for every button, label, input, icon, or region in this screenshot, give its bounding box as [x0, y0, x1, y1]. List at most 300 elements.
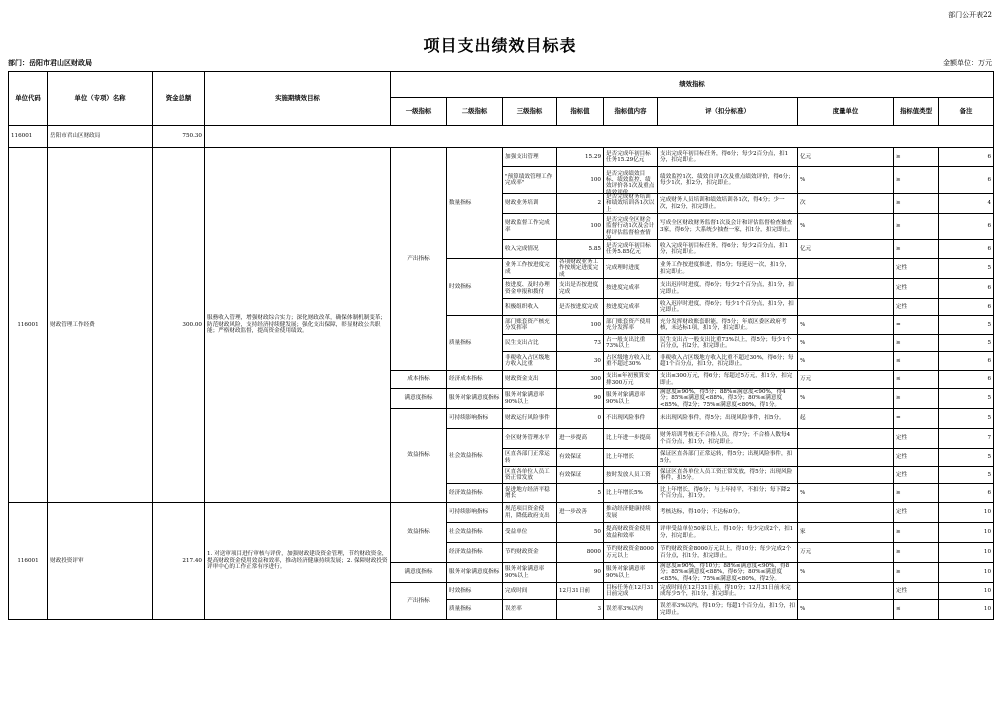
scoring-standard-text: 未出现风险事件，得5分；出现风险事件，扣5分。 [660, 415, 785, 422]
level1-indicator-text: 效益指标 [407, 529, 430, 536]
indicator-content [604, 371, 658, 389]
scoring-standard [658, 503, 798, 523]
indicator-content [604, 316, 658, 335]
measure-unit [798, 259, 894, 279]
indicator-value-text: 15.29 [584, 153, 601, 160]
indicator-value-text: 100 [590, 176, 601, 183]
header-level3: 三级指标 [503, 98, 557, 126]
remark-text: 5 [987, 339, 992, 346]
indicator-content [604, 484, 658, 503]
indicator-content-text: 比上年进一步提高 [606, 435, 651, 442]
header-level2: 二级指标 [447, 98, 503, 126]
project-code [9, 148, 48, 503]
level2-indicator [447, 389, 503, 409]
level1-indicator [391, 563, 447, 583]
indicator-type-text: ≥ [896, 153, 901, 160]
level3-indicator-text: 部门账套资产核充分发挥率 [505, 318, 550, 331]
measure-unit [798, 299, 894, 316]
indicator-content-text: 提高财政资金使用效益和效率 [606, 526, 651, 539]
indicator-type [894, 371, 939, 389]
level3-indicator-text: 业务工作按进度完成 [505, 262, 550, 275]
indicator-content-text: 节约财政资金8000万元以上 [606, 546, 654, 559]
level3-indicator [503, 240, 557, 259]
level3-indicator [503, 583, 557, 600]
indicator-value [557, 523, 604, 543]
level3-indicator [503, 449, 557, 467]
level2-indicator-text: 质量指标 [449, 339, 472, 346]
indicator-value [557, 194, 604, 214]
scoring-standard [658, 484, 798, 503]
indicator-row [9, 503, 994, 523]
indicator-type-text: ≥ [896, 395, 901, 402]
indicator-type-text: ≥ [896, 489, 901, 496]
indicator-content [604, 167, 658, 194]
indicator-value-text: 0 [597, 415, 601, 422]
level3-indicator-text: 财政资金支出 [505, 376, 539, 383]
measure-unit [798, 484, 894, 503]
indicator-content [604, 279, 658, 299]
measure-unit [798, 503, 894, 523]
indicator-content-text: 是否完成财务培训和绩效培训各1次以上 [606, 194, 655, 213]
remark-text: 6 [987, 357, 992, 364]
indicator-content [604, 299, 658, 316]
remark [939, 148, 994, 167]
indicator-type [894, 583, 939, 600]
level2-indicator-text: 社会效益指标 [449, 529, 483, 536]
indicator-content-text: 占一般支出比重73%以上 [606, 336, 646, 349]
project-name-text: 财政投资评审 [50, 557, 84, 564]
level3-indicator-text: 完成时间 [505, 587, 528, 594]
amount-unit-label: 金额单位：万元 [943, 59, 992, 67]
indicator-type-text: ≥ [896, 176, 901, 183]
level1-indicator-text: 满意度指标 [404, 569, 433, 576]
remark-text: 5 [987, 265, 992, 272]
remark [939, 299, 994, 316]
level3-indicator-text: 积极组织收入 [505, 303, 539, 310]
indicator-content-text: 服务对象满意率90%以上 [606, 566, 646, 579]
measure-unit [798, 335, 894, 352]
measure-unit [798, 467, 894, 484]
remark [939, 484, 994, 503]
indicator-value-text: 是否按进度完成 [559, 303, 599, 310]
indicator-value [557, 299, 604, 316]
measure-unit [798, 371, 894, 389]
indicator-content-text: 比上年增长 [606, 454, 634, 461]
remark [939, 240, 994, 259]
indicator-content [604, 583, 658, 600]
remark-text: 10 [983, 569, 992, 576]
indicator-type-text: ≥ [896, 569, 901, 576]
indicator-type-text: 定性 [896, 435, 908, 442]
indicator-content [604, 194, 658, 214]
indicator-content [604, 240, 658, 259]
header-perf-indicator: 绩效指标 [391, 72, 994, 98]
indicator-value-text: 有效保证 [559, 471, 582, 478]
department-label: 部门：岳阳市君山区财政局 [8, 58, 92, 67]
measure-unit [798, 523, 894, 543]
header-remark: 备注 [939, 98, 994, 126]
header-level1: 一级指标 [391, 98, 447, 126]
remark-text: 6 [987, 489, 992, 496]
level3-indicator-text: 受益单位 [505, 529, 528, 536]
header-unit-name: 单位（专项）名称 [48, 72, 153, 126]
indicator-type [894, 503, 939, 523]
remark [939, 600, 994, 620]
remark [939, 279, 994, 299]
scoring-standard-text: 财务培训考核无不合格人员，得7分；不合格人数每4个百分点，扣1分，扣完即止。 [660, 432, 791, 445]
indicator-type-text: = [896, 321, 901, 328]
indicator-type-text: ≥ [896, 245, 901, 252]
level3-indicator-text: 服务对象满意率90%以上 [505, 566, 545, 579]
indicator-type [894, 299, 939, 316]
remark [939, 194, 994, 214]
scoring-standard-text: 完成时间在12月31日前，得10分；12月31日前未完成每少5个，扣1分，扣完即止。 [660, 584, 791, 597]
measure-unit-text: % [800, 606, 806, 613]
scoring-standard-text: 民生支出占一般支出比重73%以上，得5分；每少1个百分点，扣2分，扣完即止。 [660, 336, 792, 349]
remark-text: 5 [987, 471, 992, 478]
scoring-standard-text: 完成财务人员培训和绩效培训各1次，得4分；少一次，扣2分，扣完即止。 [660, 197, 785, 210]
scoring-standard [658, 316, 798, 335]
level2-indicator [447, 563, 503, 583]
indicator-content [604, 389, 658, 409]
scoring-standard-text: 支出≤300万元，得6分；每超过5万元，扣1分，扣完即止。 [660, 373, 793, 386]
indicator-type-text: ≤ [896, 606, 901, 613]
indicator-value [557, 371, 604, 389]
header-scoring: 评（扣分标准） [658, 98, 798, 126]
indicator-content [604, 523, 658, 543]
indicator-content-text: 按时发放人员工资 [606, 471, 651, 478]
measure-unit [798, 240, 894, 259]
remark [939, 503, 994, 523]
measure-unit [798, 194, 894, 214]
report-number: 部门公开表22 [948, 11, 992, 19]
scoring-standard [658, 467, 798, 484]
indicator-content [604, 503, 658, 523]
level3-indicator-text: 按进度、及时办理资金申报和拨付 [505, 282, 550, 295]
indicator-type [894, 543, 939, 563]
level3-indicator [503, 409, 557, 429]
measure-unit-text: % [800, 321, 806, 328]
indicator-type [894, 449, 939, 467]
indicator-value [557, 316, 604, 335]
header-period-goal: 实施期绩效目标 [205, 72, 391, 126]
indicator-type [894, 194, 939, 214]
measure-unit [798, 600, 894, 620]
remark [939, 259, 994, 279]
level3-indicator-text: 区直各部门正常运转 [505, 451, 550, 464]
indicator-content-text: 是否完成全区财会监督行动1次及会计样评估监督检查情况 [606, 217, 655, 243]
indicator-value [557, 335, 604, 352]
remark [939, 467, 994, 484]
page-title: 项目支出绩效目标表 [423, 36, 577, 55]
level2-indicator-text: 质量指标 [449, 606, 472, 613]
remark [939, 214, 994, 240]
scoring-standard [658, 523, 798, 543]
indicator-value-text: 90 [593, 395, 601, 402]
level1-indicator-text: 产出指标 [407, 597, 430, 604]
indicator-type-text: ≥ [896, 549, 901, 556]
indicator-content [604, 467, 658, 484]
remark-text: 4 [987, 200, 992, 207]
indicator-type-text: ≤ [896, 376, 901, 383]
level1-indicator-text: 产出指标 [407, 255, 430, 262]
measure-unit-text: 万元 [800, 376, 812, 383]
header-unit-code: 单位代码 [9, 72, 48, 126]
indicator-content-text: 完成理时进度 [606, 265, 640, 272]
scoring-standard-text: 业务工作按进度推进，得5分；每延迟一次，扣1分，扣完即止。 [660, 262, 791, 275]
indicator-content [604, 409, 658, 429]
indicator-content-text: 支出≤年初预算安排300万元 [606, 373, 650, 386]
level2-indicator-text: 时效指标 [449, 587, 472, 594]
level2-indicator [447, 543, 503, 563]
measure-unit [798, 316, 894, 335]
measure-unit [798, 409, 894, 429]
remark [939, 583, 994, 600]
level1-indicator [391, 389, 447, 409]
indicator-value-text: 有效保证 [559, 454, 582, 461]
measure-unit-text: 亿元 [800, 153, 812, 160]
project-name [48, 503, 153, 620]
level2-indicator-text: 数量指标 [449, 199, 472, 206]
indicator-type [894, 467, 939, 484]
indicator-content-text: 是否完成年初目标任务5.85亿元 [606, 242, 651, 255]
scoring-standard [658, 167, 798, 194]
level3-indicator-text: 收入完成情况 [505, 245, 539, 252]
remark-text: 6 [987, 285, 992, 292]
indicator-type [894, 148, 939, 167]
scoring-standard-text: 写成全区财政财务监督1次及会计和评估监督检查抽查3家，得6分；大系统少抽查一家，扣1分，扣完即止。 [660, 220, 794, 233]
scoring-standard [658, 583, 798, 600]
level2-indicator-text: 经济效益指标 [449, 489, 483, 496]
project-code [9, 503, 48, 620]
measure-unit-text: 亿元 [800, 245, 812, 252]
scoring-standard [658, 389, 798, 409]
remark-text: 10 [983, 587, 992, 594]
indicator-type [894, 316, 939, 335]
indicator-type [894, 563, 939, 583]
indicator-type-text: 定性 [896, 285, 908, 292]
indicator-type-text: ≥ [896, 223, 901, 230]
indicator-value [557, 240, 604, 259]
level3-indicator [503, 335, 557, 352]
indicator-value [557, 352, 604, 371]
remark-text: 6 [987, 245, 992, 252]
level3-indicator [503, 429, 557, 449]
scoring-standard-text: 满意度≥90%，得5分；88%≤满意度<90%，得4分；85%≤满意度<88%，得3分；80%≤满意度<85%，得2分；75%≤满意度<80%，得1分。 [660, 389, 786, 408]
level2-indicator-text: 社会效益指标 [449, 452, 483, 459]
level3-indicator-text: 加强支出管理 [505, 153, 539, 160]
scoring-standard [658, 371, 798, 389]
project-name [48, 148, 153, 503]
remark-text: 5 [987, 454, 992, 461]
remark [939, 335, 994, 352]
indicator-content-text: 不出现风险事件 [606, 415, 646, 422]
measure-unit [798, 429, 894, 449]
level3-indicator [503, 600, 557, 620]
level3-indicator [503, 148, 557, 167]
summary-amount: 750.30 [153, 126, 205, 148]
scoring-standard [658, 148, 798, 167]
remark [939, 167, 994, 194]
scoring-standard [658, 563, 798, 583]
indicator-type-text: = [896, 415, 901, 422]
indicator-type-text: ≥ [896, 200, 901, 207]
indicator-type-text: 定性 [896, 471, 908, 478]
header-total-funds: 资金总额 [153, 72, 205, 126]
remark-text: 10 [983, 549, 992, 556]
header-measure-unit: 度量单位 [798, 98, 894, 126]
measure-unit-text: % [800, 569, 806, 576]
indicator-value-text: 8000 [586, 549, 601, 556]
level2-indicator [447, 600, 503, 620]
level3-indicator-text: 民生支出占比 [505, 339, 539, 346]
level2-indicator-text: 经济效益指标 [449, 549, 483, 556]
indicator-value [557, 543, 604, 563]
scoring-standard-text: 保证区直各部门正常运转，得5分；出现风险事件，扣5分。 [660, 451, 793, 464]
measure-unit-text: % [800, 489, 806, 496]
remark-text: 10 [983, 509, 992, 516]
indicator-content [604, 600, 658, 620]
remark-text: 6 [987, 303, 992, 310]
remark-text: 6 [987, 176, 992, 183]
indicator-content [604, 148, 658, 167]
level1-indicator-text: 成本指标 [407, 376, 430, 383]
remark [939, 316, 994, 335]
level3-indicator-text: 财政监督工作完成率 [505, 220, 550, 233]
indicator-type [894, 429, 939, 449]
performance-table [8, 71, 994, 620]
remark-text: 5 [987, 415, 992, 422]
header-ind-type: 指标值类型 [894, 98, 939, 126]
indicator-content-text: 目标任务在12月31日前完成 [606, 584, 654, 597]
level2-indicator [447, 371, 503, 389]
level2-indicator [447, 503, 503, 523]
scoring-standard [658, 259, 798, 279]
level3-indicator-text: 财政运行风险事件 [505, 415, 550, 422]
measure-unit-text: 次 [800, 200, 806, 207]
level2-indicator [447, 259, 503, 316]
indicator-row [9, 148, 994, 167]
level2-indicator-text: 经济成本指标 [449, 376, 483, 383]
project-amount-text: 217.40 [182, 557, 202, 564]
indicator-type [894, 259, 939, 279]
measure-unit [798, 563, 894, 583]
project-amount [153, 503, 205, 620]
indicator-type [894, 335, 939, 352]
indicator-type [894, 240, 939, 259]
level3-indicator [503, 467, 557, 484]
indicator-content-text: 推动经济健康持续发展 [606, 506, 651, 519]
measure-unit [798, 352, 894, 371]
level3-indicator [503, 389, 557, 409]
measure-unit [798, 279, 894, 299]
measure-unit [798, 543, 894, 563]
indicator-type [894, 484, 939, 503]
level3-indicator-text: "预算绩效管理工作完成率" [505, 173, 553, 186]
indicator-type [894, 352, 939, 371]
level2-indicator [447, 523, 503, 543]
measure-unit-text: % [800, 176, 806, 183]
indicator-type-text: ≤ [896, 357, 901, 364]
indicator-content-text: 占区级地方收入比重不超过30% [606, 354, 651, 367]
indicator-type [894, 389, 939, 409]
indicator-content [604, 563, 658, 583]
indicator-value-text: 5 [597, 489, 601, 496]
measure-unit-text: % [800, 223, 806, 230]
indicator-content-text: 按进度完成率 [606, 285, 640, 292]
indicator-content-text: 比上年增长5% [606, 489, 643, 496]
indicator-type [894, 279, 939, 299]
scoring-standard [658, 335, 798, 352]
indicator-content-text: 误差率3%以内 [606, 606, 643, 613]
indicator-type-text: ≥ [896, 529, 901, 536]
measure-unit-text: % [800, 395, 806, 402]
indicator-value-text: 30 [593, 357, 601, 364]
indicator-value [557, 389, 604, 409]
indicator-value-text: 3 [597, 606, 601, 613]
scoring-standard-text: 比上年增长，得6分；与上年持平，不扣分；每下降2个百分点，扣1分。 [660, 486, 791, 499]
level3-indicator [503, 503, 557, 523]
level3-indicator [503, 279, 557, 299]
level3-indicator-text: 财政业务培训 [505, 200, 539, 207]
indicator-content [604, 429, 658, 449]
level2-indicator-text: 可持续影响指标 [449, 509, 489, 516]
level1-indicator [391, 583, 447, 620]
indicator-content-text: 按进度完成率 [606, 303, 640, 310]
remark-text: 5 [987, 321, 992, 328]
level1-indicator-text: 效益指标 [407, 452, 430, 459]
indicator-value [557, 409, 604, 429]
measure-unit [798, 167, 894, 194]
header-ind-value: 指标值 [557, 98, 604, 126]
level3-indicator-text: 服务对象满意率90%以上 [505, 392, 545, 405]
scoring-standard-text: 非税收入占区级地方收入比重不超过30%，得6分；每超1个百分点，扣1分，扣完即止。 [660, 354, 794, 367]
indicator-content [604, 214, 658, 243]
scoring-standard-text: 充分发挥财政账套职能，得5分；年底区委区政府考核，未达标1项，扣1分，扣完即止。 [660, 318, 787, 331]
level3-indicator [503, 194, 557, 214]
scoring-standard [658, 600, 798, 620]
indicator-content-text: 是否完成绩效目标、绩效监控、绩效评价各1次及重点绩效评价 [606, 170, 655, 196]
measure-unit [798, 214, 894, 240]
level2-indicator [447, 409, 503, 429]
scoring-standard [658, 449, 798, 467]
scoring-standard [658, 194, 798, 214]
measure-unit-text: 家 [800, 529, 806, 536]
scoring-standard-text: 收入迟岸时进度，得6分；每少1个百分点，扣1分，扣完即止。 [660, 300, 794, 313]
indicator-type-text: ≥ [896, 339, 901, 346]
indicator-type [894, 523, 939, 543]
indicator-type-text: 定性 [896, 303, 908, 310]
indicator-value [557, 148, 604, 167]
indicator-value [557, 259, 604, 279]
measure-unit [798, 449, 894, 467]
scoring-standard [658, 299, 798, 316]
indicator-type-text: 定性 [896, 587, 908, 594]
level3-indicator [503, 316, 557, 335]
measure-unit-text: % [800, 357, 806, 364]
level3-indicator-text: 规范项目资金使用，降低政府支出 [505, 506, 550, 519]
remark [939, 543, 994, 563]
indicator-type-text: 定性 [896, 265, 908, 272]
level1-indicator [391, 503, 447, 563]
level3-indicator [503, 484, 557, 503]
remark-text: 6 [987, 153, 992, 160]
level3-indicator-text: 区直各单位人员工资正常发放 [505, 468, 550, 481]
scoring-standard-text: 绩效监控1次、绩效自评1次及重点绩效评价，得6分；每少1次，扣2分，扣完即止。 [660, 173, 794, 186]
level3-indicator-text: 全区财务管理水平 [505, 435, 550, 442]
measure-unit [798, 148, 894, 167]
scoring-standard [658, 352, 798, 371]
